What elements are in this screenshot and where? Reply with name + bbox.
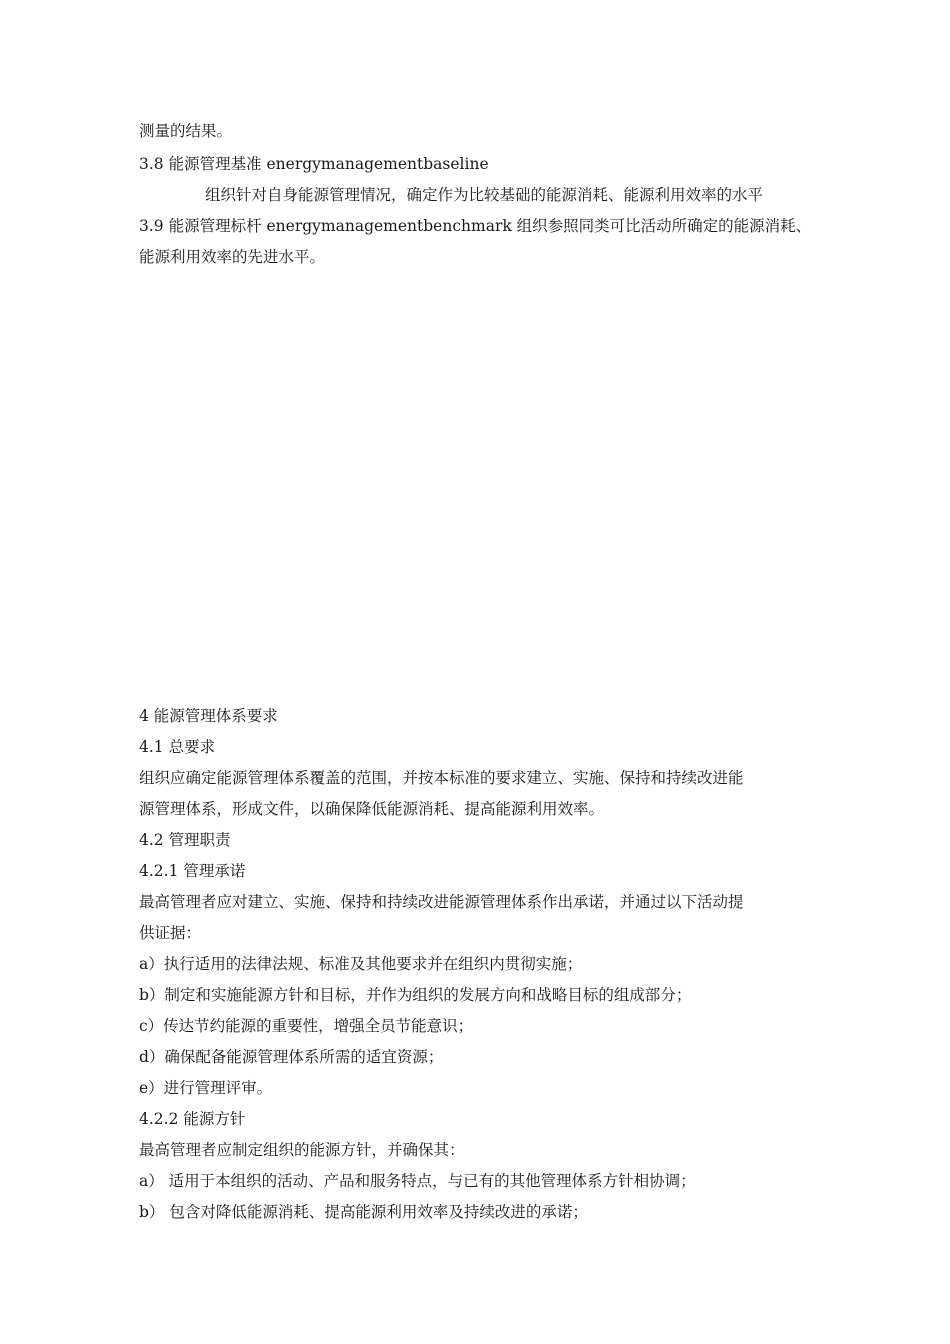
list-item: e）进行管理评审。 (139, 1079, 273, 1097)
section-heading-3-8: 3.8 能源管理基准 energymanagementbaseline (139, 155, 489, 173)
paragraph-line: 最高管理者应对建立、实施、保持和持续改进能源管理体系作出承诺，并通过以下活动提 (139, 893, 744, 911)
section-heading-3-9: 3.9 能源管理标杆 energymanagementbenchmark 组织参照同类可比活动所确定的能源消耗、 (139, 217, 812, 235)
text-line: 测量的结果。 (139, 122, 233, 140)
section-heading-4: 4 能源管理体系要求 (139, 707, 278, 725)
list-item: c）传达节约能源的重要性，增强全员节能意识； (139, 1017, 474, 1035)
section-heading-4-2: 4.2 管理职责 (139, 831, 231, 849)
section-heading-4-2-2: 4.2.2 能源方针 (139, 1110, 246, 1128)
paragraph-line: 最高管理者应制定组织的能源方针，并确保其： (139, 1141, 465, 1159)
list-item: a） 适用于本组织的活动、产品和服务特点，与已有的其他管理体系方针相协调； (139, 1172, 696, 1190)
section-heading-4-2-1: 4.2.1 管理承诺 (139, 862, 246, 880)
list-item: d）确保配备能源管理体系所需的适宜资源； (139, 1048, 444, 1066)
paragraph-line: 供证据： (139, 924, 202, 942)
definition-text: 组织针对自身能源管理情况，确定作为比较基础的能源消耗、能源利用效率的水平 (205, 186, 764, 204)
section-heading-4-1: 4.1 总要求 (139, 738, 216, 756)
list-item: b） 包含对降低能源消耗、提高能源利用效率及持续改进的承诺； (139, 1203, 588, 1221)
paragraph-line: 组织应确定能源管理体系覆盖的范围，并按本标准的要求建立、实施、保持和持续改进能 (139, 769, 744, 787)
paragraph-line: 源管理体系，形成文件，以确保降低能源消耗、提高能源利用效率。 (139, 800, 605, 818)
list-item: b）制定和实施能源方针和目标，并作为组织的发展方向和战略目标的组成部分； (139, 986, 692, 1004)
text-line: 能源利用效率的先进水平。 (139, 248, 326, 266)
list-item: a）执行适用的法律法规、标准及其他要求并在组织内贯彻实施； (139, 955, 583, 973)
